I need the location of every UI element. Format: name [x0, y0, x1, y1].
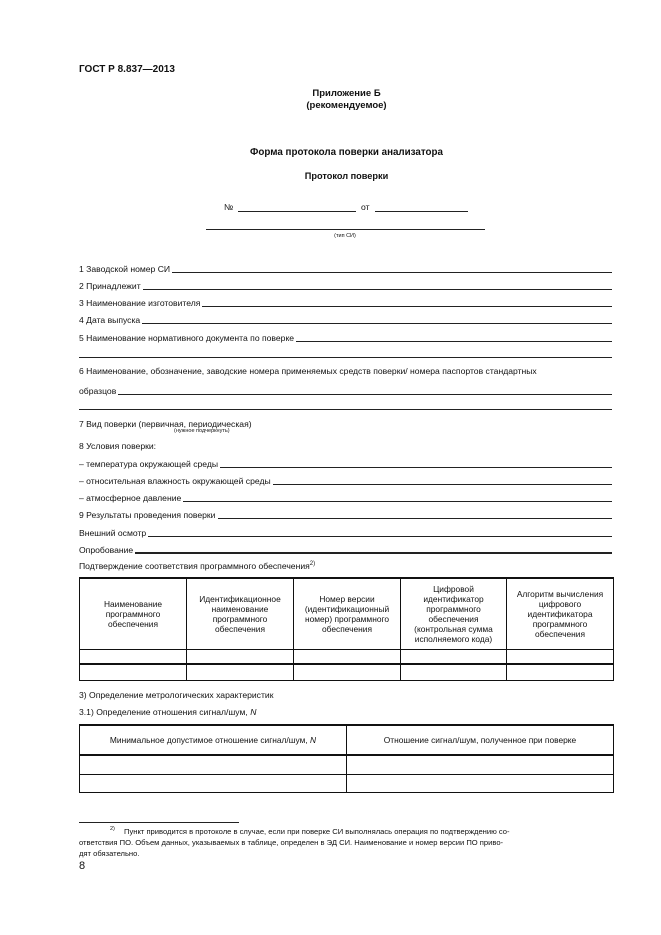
metrology-subheading-var: N — [250, 707, 257, 717]
table-row — [80, 664, 614, 680]
snr-header-min — [80, 725, 347, 755]
software-table-header-cell: Цифровой идентификатор программного обеспечения (контрольная сумма исполняемого кода) — [401, 578, 507, 649]
snr-table — [79, 724, 614, 793]
footnote-ref: 2) — [309, 561, 316, 568]
table-cell[interactable] — [80, 649, 187, 664]
footnote-mark: 2) — [110, 826, 115, 832]
humidity-field[interactable] — [273, 484, 612, 485]
means-label: 6 Наименование, обозначение, заводские номера применяемых средств поверки/ номера паспортов стандартных — [79, 366, 537, 376]
serial-number-field[interactable] — [172, 272, 612, 273]
inspection-label: Внешний осмотр — [79, 528, 147, 538]
table-cell[interactable] — [80, 774, 347, 792]
normative-doc-field[interactable] — [296, 341, 612, 342]
means-row[interactable] — [79, 384, 612, 396]
means-extra-line[interactable] — [79, 409, 612, 410]
table-cell[interactable] — [80, 755, 347, 774]
software-table-header-cell: Номер версии (идентификационный номер) программного обеспечения — [294, 578, 401, 649]
page-number: 8 — [79, 860, 86, 872]
number-label: № — [224, 202, 234, 212]
verification-type-note: (нужное подчеркнуть) — [174, 428, 230, 434]
temperature-field[interactable] — [220, 467, 612, 468]
appendix-title: Приложение Б — [312, 88, 381, 99]
table-row — [80, 649, 614, 664]
software-table — [79, 577, 614, 681]
table-cell[interactable] — [507, 649, 614, 664]
footnote-line-2: ответствия ПО. Объем данных, указываемых в таблице, определен в ЭД СИ. Наименование и номер версии ПО приво- — [79, 838, 504, 847]
temperature-row[interactable] — [79, 457, 612, 469]
software-confirm-label — [79, 561, 315, 571]
footnote-line-3: дят обязательно. — [79, 849, 140, 858]
serial-number-label: 1 Заводской номер СИ — [79, 264, 171, 274]
appendix-note: (рекомендуемое) — [306, 100, 387, 111]
table-cell[interactable] — [187, 664, 294, 680]
table-row — [80, 755, 614, 774]
instrument-type-field[interactable] — [206, 229, 485, 230]
serial-number-row[interactable] — [79, 262, 612, 274]
inspection-row[interactable] — [79, 526, 612, 538]
normative-doc-label: 5 Наименование нормативного документа по поверке — [79, 333, 295, 343]
humidity-row[interactable] — [79, 474, 612, 486]
pressure-row[interactable] — [79, 491, 612, 503]
footnote-line-1: Пункт приводится в протоколе в случае, если при поверке СИ выполнялась операция по подтверждению со- — [124, 827, 510, 836]
release-date-label: 4 Дата выпуска — [79, 315, 141, 325]
release-date-row[interactable] — [79, 313, 612, 325]
table-cell[interactable] — [294, 649, 401, 664]
verification-type-label: 7 Вид поверки (первичная, периодическая) — [79, 419, 252, 429]
temperature-label: – температура окружающей среды — [79, 459, 219, 469]
release-date-field[interactable] — [142, 323, 612, 324]
table-cell[interactable] — [187, 649, 294, 664]
pressure-label: – атмосферное давление — [79, 493, 182, 503]
results-row[interactable] — [79, 508, 612, 520]
owner-row[interactable] — [79, 279, 612, 291]
manufacturer-row[interactable] — [79, 296, 612, 308]
footnote-divider — [79, 822, 239, 823]
conditions-label: 8 Условия поверки: — [79, 441, 157, 451]
metrology-subheading-text: 3.1) Определение отношения сигнал/шум, — [79, 707, 248, 717]
results-label: 9 Результаты проведения поверки — [79, 510, 216, 520]
form-subtitle: Протокол поверки — [304, 171, 389, 181]
table-cell[interactable] — [347, 755, 614, 774]
normative-doc-row[interactable] — [79, 331, 612, 343]
software-table-header — [80, 578, 614, 649]
software-confirm-text: Подтверждение соответствия программного обеспечения — [79, 561, 310, 571]
manufacturer-label: 3 Наименование изготовителя — [79, 298, 201, 308]
software-table-header-cell: Наименование программного обеспечения — [80, 578, 187, 649]
instrument-type-caption: (тип СИ) — [334, 233, 356, 239]
testing-row[interactable] — [79, 543, 612, 555]
from-label: от — [361, 202, 370, 212]
table-cell[interactable] — [80, 664, 187, 680]
normative-doc-extra-line[interactable] — [79, 357, 612, 358]
testing-label: Опробование — [79, 545, 134, 555]
standard-code: ГОСТ Р 8.837—2013 — [79, 64, 175, 75]
metrology-heading: 3) Определение метрологических характеристик — [79, 690, 274, 700]
table-cell[interactable] — [347, 774, 614, 792]
date-field[interactable] — [375, 211, 468, 212]
snr-header-min-var: N — [310, 735, 317, 745]
results-field[interactable] — [218, 518, 613, 519]
testing-field[interactable] — [135, 552, 612, 554]
means-label-cont: образцов — [79, 386, 117, 396]
table-cell[interactable] — [294, 664, 401, 680]
snr-table-header — [80, 725, 614, 755]
table-cell[interactable] — [401, 664, 507, 680]
table-row — [80, 774, 614, 792]
table-cell[interactable] — [401, 649, 507, 664]
form-title: Форма протокола поверки анализатора — [250, 147, 443, 158]
manufacturer-field[interactable] — [202, 306, 612, 307]
means-field[interactable] — [118, 394, 612, 395]
inspection-field[interactable] — [148, 536, 612, 537]
owner-field[interactable] — [143, 289, 612, 290]
software-table-header-cell: Алгоритм вычисления цифрового идентификатора программного обеспечения — [507, 578, 614, 649]
table-cell[interactable] — [507, 664, 614, 680]
number-field[interactable] — [238, 211, 356, 212]
humidity-label: – относительная влажность окружающей среды — [79, 476, 271, 486]
snr-header-min-text: Минимальное допустимое отношение сигнал/шум, — [109, 735, 308, 745]
metrology-subheading — [79, 707, 256, 717]
pressure-field[interactable] — [183, 501, 612, 502]
software-table-header-cell: Идентификационное наименование программного обеспечения — [187, 578, 294, 649]
owner-label: 2 Принадлежит — [79, 281, 141, 291]
snr-header-obtained: Отношение сигнал/шум, полученное при поверке — [347, 725, 614, 755]
